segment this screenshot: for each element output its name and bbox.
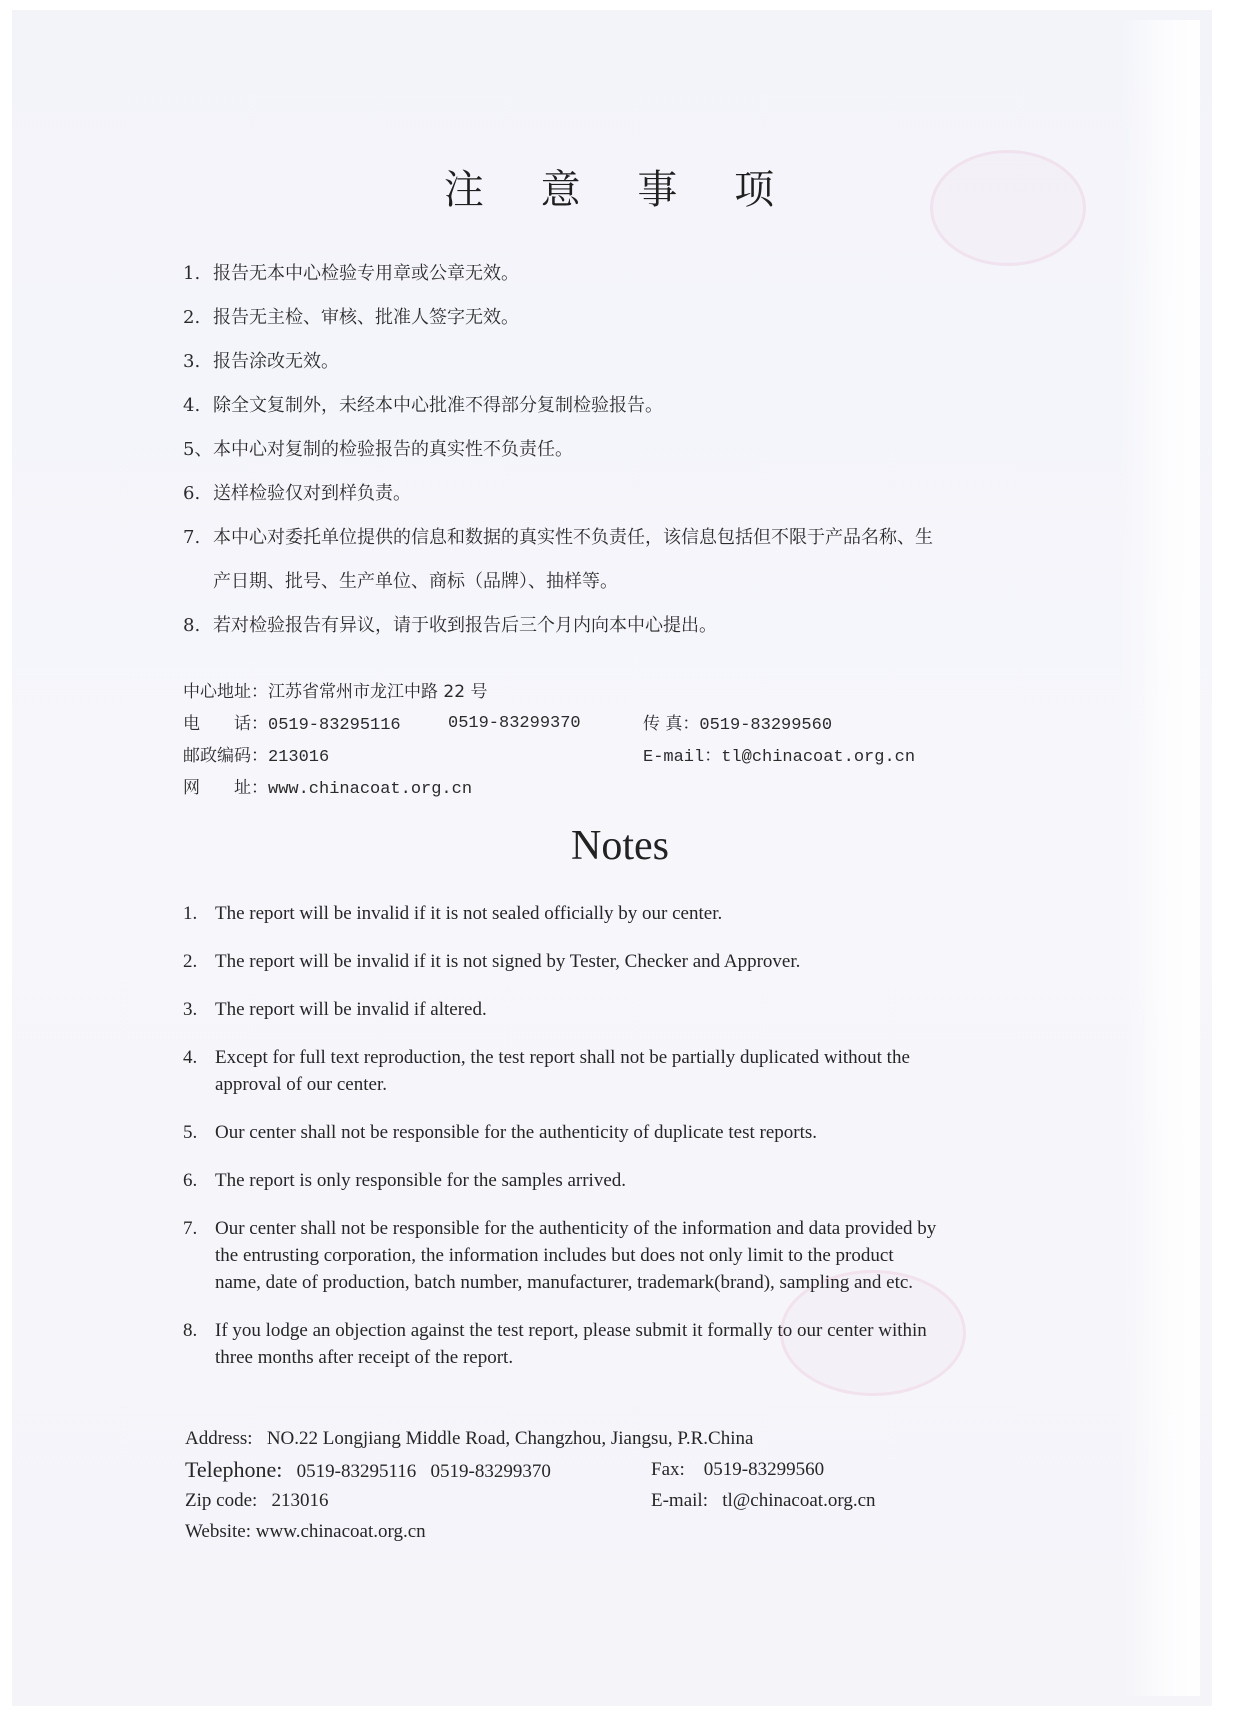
chinese-note-text: 报告无本中心检验专用章或公章无效。 [213,263,519,284]
chinese-fax-label: 传 真： [643,714,700,734]
chinese-email-label: E-mail： [643,748,722,767]
chinese-note-number: 2. [183,307,201,328]
english-note-number: 8. [183,1320,198,1341]
english-email-value: tl@chinacoat.org.cn [722,1490,876,1511]
english-website-row [185,1518,945,1549]
english-zip-row [185,1487,945,1518]
english-phone-row [185,1456,945,1487]
chinese-contact-block [183,680,943,808]
english-note-2 [183,948,943,975]
english-phone-2: 0519-83299370 [430,1461,551,1482]
english-note-text: Our center shall not be responsible for the authenticity of the information and data provided by the entrusting corporation, the information includes but does not only limit to the product name, date of production, batch number, manufacturer, trademark(brand), sampling and etc. [215,1218,937,1293]
chinese-note-text: 除全文复制外，未经本中心批准不得部分复制检验报告。 [213,395,663,416]
english-note-3 [183,996,943,1023]
english-note-text: If you lodge an objection against the test report, please submit it formally to our center within three months after receipt of the report. [215,1320,927,1368]
chinese-address-row [183,680,943,712]
english-note-text: Except for full text reproduction, the test report shall not be partially duplicated without the approval of our center. [215,1047,910,1095]
chinese-phone-label: 电 话： [183,714,268,734]
english-note-number: 3. [183,999,198,1020]
chinese-phone-2: 0519-83299370 [448,714,581,733]
chinese-address-label: 中心地址： [183,682,268,702]
chinese-note-number: 8. [183,615,201,636]
english-note-6 [183,1167,943,1194]
english-note-8 [183,1317,943,1371]
english-email [651,1487,876,1515]
chinese-note-number: 3. [183,351,201,372]
chinese-email [643,744,915,770]
chinese-note-number: 4. [183,395,201,416]
chinese-note-7 [183,526,943,614]
english-note-number: 2. [183,951,198,972]
chinese-note-text: 送样检验仅对到样负责。 [213,483,411,504]
english-website-value: www.chinacoat.org.cn [255,1521,426,1542]
english-note-number: 1. [183,903,198,924]
english-zip-value: 213016 [271,1490,329,1511]
chinese-phone-1: 0519-83295116 [268,716,401,735]
english-note-number: 6. [183,1170,198,1191]
chinese-zip-label: 邮政编码： [183,746,268,766]
chinese-fax [643,712,832,738]
chinese-title: 注 意 事 项 [443,167,797,213]
english-note-1 [183,900,943,927]
chinese-note-text: 报告涂改无效。 [213,351,339,372]
chinese-note-number: 1. [183,263,201,284]
chinese-note-number: 6. [183,483,201,504]
english-address-row [185,1425,945,1456]
chinese-fax-value: 0519-83299560 [699,716,833,735]
chinese-note-4 [183,394,943,438]
english-contact-block [185,1425,945,1549]
chinese-note-text: 本中心对委托单位提供的信息和数据的真实性不负责任，该信息包括但不限于产品名称、生产日期、批号、生产单位、商标（品牌）、抽样等。 [213,527,933,592]
english-fax-label: Fax: [651,1459,685,1480]
chinese-note-1 [183,262,943,306]
notes-title: Notes [571,823,669,869]
chinese-address-value: 江苏省常州市龙江中路 22 号 [268,682,488,702]
english-note-text: The report will be invalid if it is not sealed officially by our center. [215,903,723,924]
english-note-text: Our center shall not be responsible for the authenticity of duplicate test reports. [215,1122,818,1143]
chinese-note-8 [183,614,943,658]
chinese-note-3 [183,350,943,394]
chinese-note-text: 若对检验报告有异议，请于收到报告后三个月内向本中心提出。 [213,615,717,636]
chinese-note-text: 报告无主检、审核、批准人签字无效。 [213,307,519,328]
english-fax-value: 0519-83299560 [703,1459,825,1480]
chinese-note-number: 5、 [183,439,213,460]
english-note-number: 4. [183,1047,198,1068]
english-phone-1: 0519-83295116 [296,1461,417,1482]
english-fax [651,1456,824,1484]
chinese-zip-row [183,744,943,776]
english-note-text: The report will be invalid if altered. [215,999,487,1020]
chinese-note-2 [183,306,943,350]
english-note-7 [183,1215,943,1296]
english-website-label: Website: [185,1521,252,1542]
english-note-5 [183,1119,943,1146]
english-address-value: NO.22 Longjiang Middle Road, Changzhou, Jiangsu, P.R.China [266,1428,754,1449]
chinese-note-number: 7. [183,527,201,548]
chinese-note-text: 本中心对复制的检验报告的真实性不负责任。 [213,439,573,460]
english-zip-label: Zip code: [185,1490,258,1511]
english-notes-list [183,900,943,1392]
chinese-phone-row [183,712,943,744]
english-note-number: 7. [183,1218,198,1239]
english-phone-label: Telephone: [185,1457,283,1482]
chinese-website-value: www.chinacoat.org.cn [268,780,473,799]
chinese-email-value: tl@chinacoat.org.cn [721,748,916,767]
english-email-label: E-mail: [651,1490,708,1511]
chinese-note-5 [183,438,943,482]
chinese-website-label: 网 址： [183,778,268,798]
english-note-text: The report will be invalid if it is not signed by Tester, Checker and Approver. [215,951,801,972]
english-note-number: 5. [183,1122,198,1143]
english-address-label: Address: [185,1428,253,1449]
chinese-zip-value: 213016 [268,748,330,767]
chinese-notes-list [183,262,943,658]
english-note-text: The report is only responsible for the samples arrived. [215,1170,627,1191]
chinese-website-row [183,776,943,808]
english-note-4 [183,1044,943,1098]
